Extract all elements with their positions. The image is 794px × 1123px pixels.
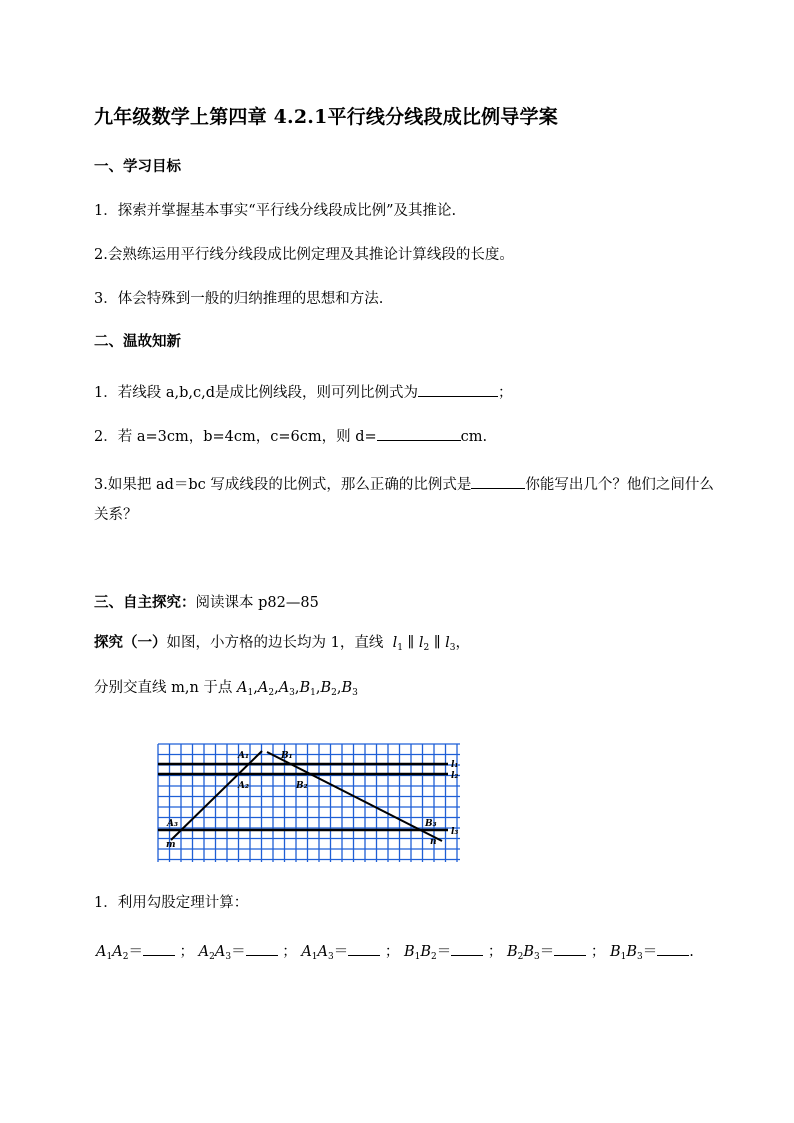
answer-blank[interactable] xyxy=(418,381,498,397)
segment-expression: $B_1B_2=$ xyxy=(403,944,452,962)
pythag-question: 1．利用勾股定理计算： xyxy=(94,895,249,911)
goal-item-1: 1．探索并掌握基本事实“平行线分线段成比例”及其推论. xyxy=(94,203,457,219)
review-q3-end: 你能写出几个？他们之间什么关系？ xyxy=(94,477,714,523)
point-label: $B_1$ xyxy=(299,680,316,698)
separator: ； xyxy=(586,944,610,960)
review-question-2 xyxy=(94,425,487,448)
answer-blank[interactable] xyxy=(377,425,461,441)
label-A1: A₁ xyxy=(238,751,249,761)
explore-intro xyxy=(94,632,470,654)
point-label: $B_3$ xyxy=(341,680,358,698)
label-l3: l₃ xyxy=(451,827,459,837)
explore-heading-rest: 阅读课本 p82—85 xyxy=(195,595,319,611)
line-l3: l xyxy=(445,635,450,651)
point-label: $A_1$ xyxy=(237,680,254,698)
label-A2: A₂ xyxy=(238,781,249,791)
answer-blank[interactable] xyxy=(554,940,586,956)
segment-expression: $A_2A_3=$ xyxy=(198,944,246,962)
segment-expression: $A_1A_3=$ xyxy=(301,944,349,962)
explore-label: 探究（一） xyxy=(94,634,167,651)
review-question-3 xyxy=(94,470,714,530)
label-l1: l₁ xyxy=(451,760,459,770)
review-q2-text: 2．若 a=3cm，b=4cm，c=6cm，则 d= xyxy=(94,429,377,445)
answer-blank[interactable] xyxy=(471,473,525,489)
l2-subscript: 2 xyxy=(423,643,430,653)
separator: ； xyxy=(380,944,404,960)
label-n: n xyxy=(430,837,437,847)
label-m: m xyxy=(166,840,176,850)
parallel-sign: ∥ xyxy=(429,635,446,651)
calc-row xyxy=(96,940,694,963)
points-list: $A_1,A_2,A_3,B_1,B_2,B_3$ xyxy=(237,680,358,698)
intersect-prefix: 分别交直线 m,n 于点 xyxy=(94,680,233,696)
review-q1-end: ； xyxy=(498,385,513,401)
l3-subscript: 3 xyxy=(449,643,456,653)
parallel-sign: ∥ xyxy=(402,635,419,651)
review-q3-text: 3.如果把 ad＝bc 写成线段的比例式，那么正确的比例式是 xyxy=(94,477,472,493)
l1-subscript: 1 xyxy=(397,643,403,653)
answer-blank[interactable] xyxy=(657,940,689,956)
section-heading-goals: 一、学习目标 xyxy=(94,158,181,175)
label-B1: B₁ xyxy=(281,751,293,761)
review-q1-text: 1．若线段 a,b,c,d是成比例线段，则可列比例式为 xyxy=(94,385,418,401)
section-heading-review: 二、温故知新 xyxy=(94,333,181,350)
comma: ， xyxy=(455,635,471,651)
blue-grid xyxy=(158,744,460,862)
line-l2: l xyxy=(418,635,424,651)
answer-blank[interactable] xyxy=(143,940,175,956)
explore-heading: 三、自主探究： xyxy=(94,594,196,611)
label-l2: l₂ xyxy=(451,771,459,781)
segment-expression: $A_1A_2=$ xyxy=(96,944,143,962)
answer-blank[interactable] xyxy=(348,940,380,956)
separator: ； xyxy=(174,944,199,960)
answer-blank[interactable] xyxy=(246,940,278,956)
segment-expression: $B_1B_3=$ xyxy=(609,944,658,962)
point-label: $A_3$ xyxy=(278,680,295,698)
section-heading-explore xyxy=(94,592,319,614)
separator: ； xyxy=(277,944,302,960)
review-question-1 xyxy=(94,381,513,404)
separator: ； xyxy=(483,944,507,960)
page-title: 九年级数学上第四章 4.2.1平行线分线段成比例导学案 xyxy=(94,106,558,128)
goal-item-3: 3．体会特殊到一般的归纳推理的思想和方法. xyxy=(94,291,384,307)
segment-expression: $B_2B_3=$ xyxy=(506,944,555,962)
goal-item-2: 2.会熟练运用平行线分线段成比例定理及其推论计算线段的长度。 xyxy=(94,247,514,263)
label-B2: B₂ xyxy=(296,781,308,791)
intersect-text xyxy=(94,677,358,699)
line-l1: l xyxy=(392,635,398,651)
separator: . xyxy=(689,944,694,960)
point-label: $A_2$ xyxy=(257,680,275,698)
label-A3: A₃ xyxy=(167,819,178,829)
review-q2-end: cm. xyxy=(460,429,488,445)
answer-blank[interactable] xyxy=(451,940,483,956)
point-label: $B_2$ xyxy=(320,680,337,698)
grid-figure xyxy=(154,737,474,867)
explore-text: 如图，小方格的边长均为 1，直线 xyxy=(166,635,384,651)
label-B3: B₃ xyxy=(425,819,437,829)
